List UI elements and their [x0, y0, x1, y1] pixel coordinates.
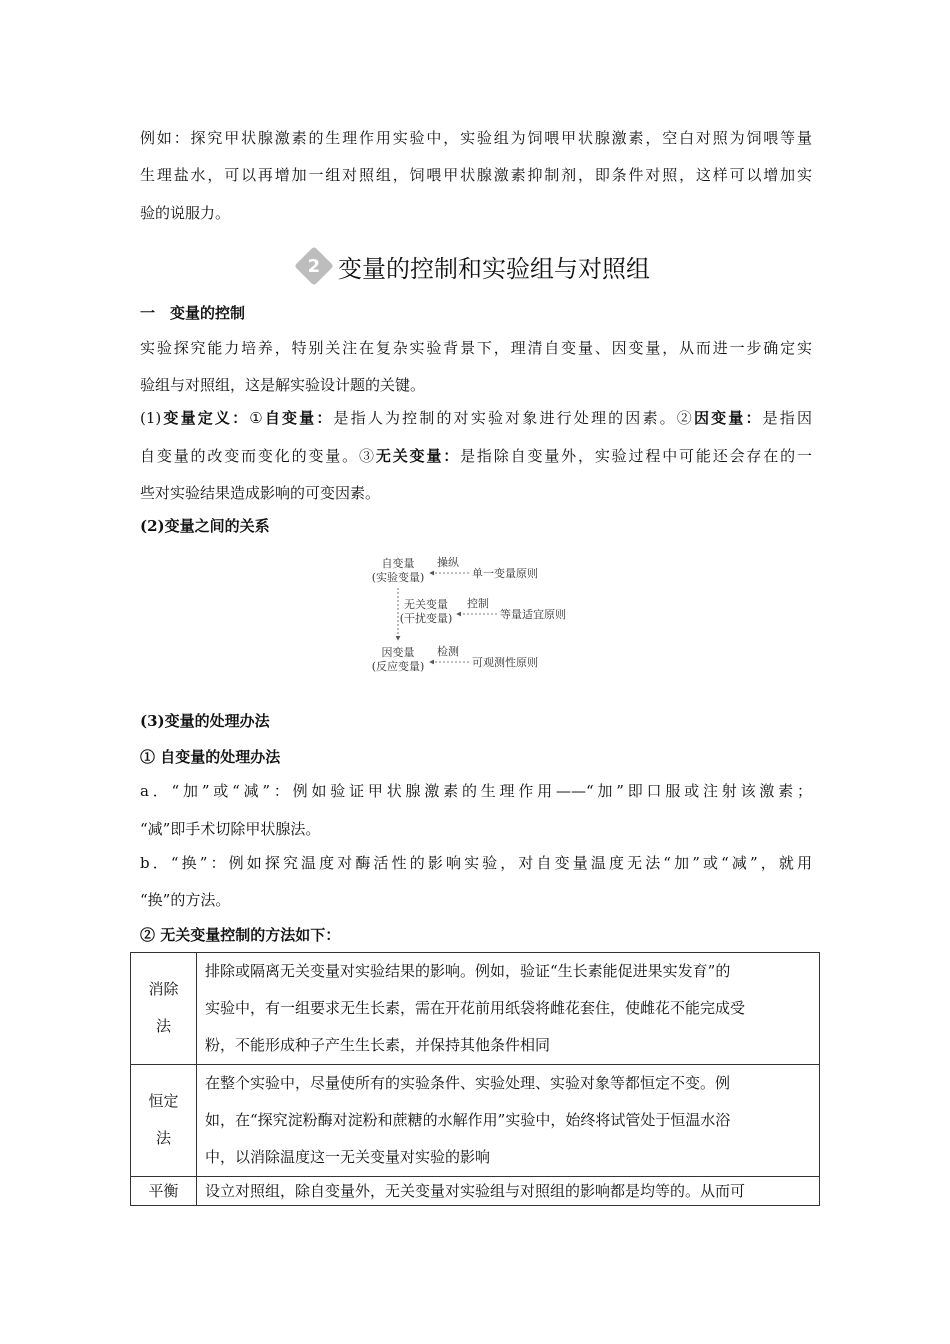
table-row-label: [131, 953, 197, 1065]
relation-heading: (2)变量之间的关系: [140, 517, 270, 535]
intro-line-3: 验的说服力。: [140, 204, 231, 222]
table-row-desc: [197, 1177, 820, 1206]
diagram-dependent-alt: (反应变量): [371, 660, 425, 673]
variable-relation-diagram: [360, 552, 600, 682]
handling-b-line-1: b．“换”：例如探究温度对酶活性的影响实验，对自变量温度无法“加”或“减”，就用: [140, 854, 812, 872]
desc-line: 实验中，有一组要求无生长素，需在开花前用纸袋将雌花套住，使雌花不能完成受: [205, 999, 746, 1017]
def-marker-2: ②: [676, 409, 694, 427]
def-label: 变量定义：: [161, 409, 250, 427]
desc-line: 在整个实验中，尽量使所有的实验条件、实验处理、实验对象等都恒定不变。例: [205, 1074, 731, 1092]
def-desc-confounding: 是指除自变量外，实验过程中可能还会存在的一: [460, 447, 812, 465]
label-line: 法: [155, 1129, 171, 1147]
handling-a-line-1: a．“加”或“减”：例如验证甲状腺激素的生理作用——“加”即口服或注射该激素；: [140, 782, 812, 800]
desc-line: 中，以消除温度这一无关变量对实验的影响: [205, 1148, 491, 1166]
section-number: 2: [307, 255, 321, 277]
diagram-verb-manipulate: 操纵: [437, 556, 459, 569]
desc-line: 如，在“探究淀粉酶对淀粉和蔗糖的水解作用”实验中，始终将试管处于恒温水浴: [205, 1111, 731, 1129]
handling-sub2: ② 无关变量控制的方法如下：: [140, 926, 341, 944]
diagram-confounding-alt: (干扰变量): [399, 612, 453, 625]
diagram-confounding: 无关变量: [404, 598, 448, 611]
definitions-line-1: [140, 408, 812, 428]
diagram-independent-alt: (实验变量): [371, 571, 425, 584]
table-row: [131, 953, 820, 1065]
section-heading: [0, 246, 950, 286]
table-row-desc: [197, 1065, 820, 1177]
desc-line: 设立对照组，除自变量外，无关变量对实验组与对照组的影响都是均等的。从而可: [205, 1182, 746, 1200]
handling-heading: (3)变量的处理办法: [140, 712, 270, 730]
desc-line: 粉，不能形成种子产生生长素，并保持其他条件相同: [205, 1036, 551, 1054]
table-row-desc: [197, 953, 820, 1065]
table-row: [131, 1177, 820, 1206]
part1-heading: 一 变量的控制: [140, 304, 246, 322]
handling-a-line-2: “减”即手术切除甲状腺法。: [140, 820, 321, 838]
part1-para-line-1: 实验探究能力培养，特别关注在复杂实验背景下，理清自变量、因变量，从而进一步确定实: [140, 339, 812, 357]
def-term-dependent: 因变量：: [693, 409, 763, 427]
diagram-principle-3: 可观测性原则: [472, 656, 538, 669]
handling-b-line-2: “换”的方法。: [140, 891, 231, 909]
desc-line: 排除或隔离无关变量对实验结果的影响。例如，验证“生长素能促进果实发育”的: [205, 962, 731, 980]
def-marker-3: ③: [358, 447, 376, 465]
def-term-independent: 自变量：: [264, 409, 334, 427]
intro-line-1: 例如：探究甲状腺激素的生理作用实验中，实验组为饲喂甲状腺激素，空白对照为饲喂等量: [140, 129, 812, 147]
def-term-confounding: 无关变量：: [375, 447, 461, 465]
def-prefix: (1): [140, 409, 162, 427]
table-row: [131, 1065, 820, 1177]
diagram-dependent: 因变量: [381, 646, 415, 659]
diagram-verb-detect: 检测: [437, 645, 459, 658]
diagram-principle-2: 等量适宜原则: [500, 608, 566, 621]
label-line: 恒定: [148, 1092, 179, 1110]
label-line: 法: [155, 1017, 171, 1035]
diagram-principle-1: 单一变量原则: [472, 567, 538, 580]
def-marker-1: ①: [249, 409, 265, 427]
label-line: 平衡: [148, 1182, 179, 1200]
part1-para-line-2: 验组与对照组，这是解实验设计题的关键。: [140, 376, 426, 394]
section-title: 变量的控制和实验组与对照组: [338, 254, 650, 283]
section-number-badge: [294, 246, 334, 286]
def-line2-text: 自变量的改变而变化的变量。: [140, 447, 359, 465]
label-line: 消除: [148, 980, 179, 998]
definitions-line-3: 些对实验结果造成影响的可变因素。: [140, 484, 381, 502]
diagram-verb-control: 控制: [467, 597, 489, 610]
diagram-independent: 自变量: [381, 557, 415, 570]
handling-sub1: ① 自变量的处理办法: [140, 748, 281, 766]
def-desc-dependent: 是指因: [762, 409, 812, 427]
table-row-label: [131, 1065, 197, 1177]
control-methods-table: [130, 952, 820, 1206]
definitions-line-2: [140, 446, 812, 466]
def-desc-independent: 是指人为控制的对实验对象进行处理的因素。: [333, 409, 677, 427]
intro-line-2: 生理盐水，可以再增加一组对照组，饲喂甲状腺激素抑制剂，即条件对照，这样可以增加实: [140, 166, 812, 184]
table-row-label: [131, 1177, 197, 1206]
